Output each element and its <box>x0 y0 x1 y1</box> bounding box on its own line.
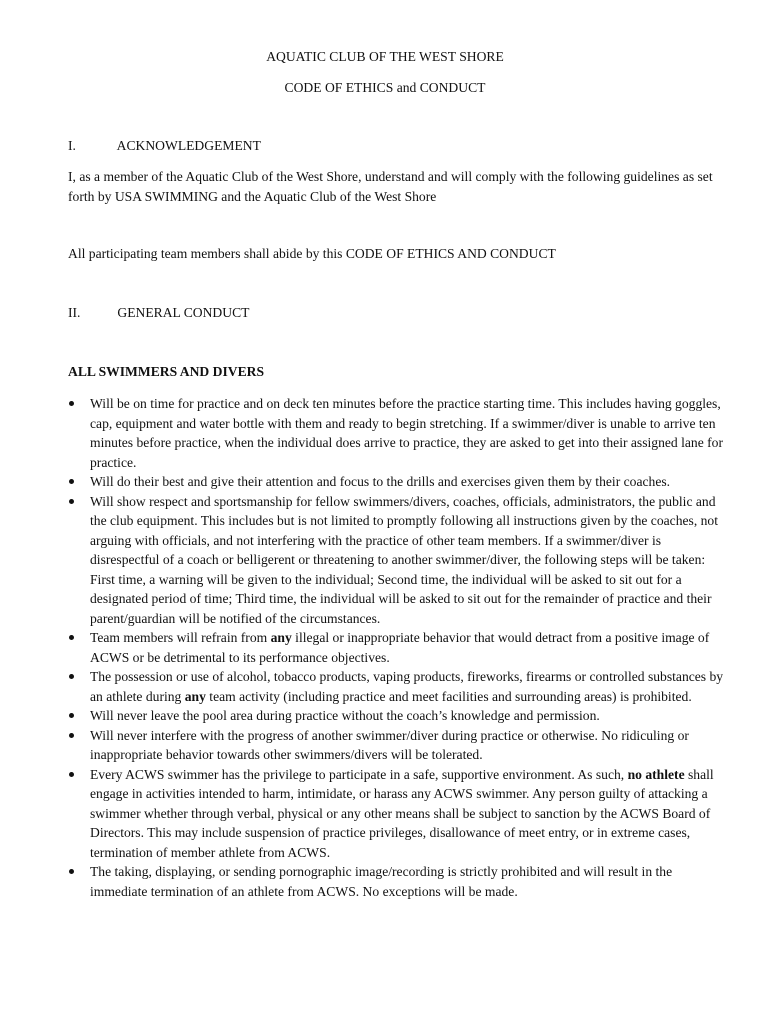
bullet-icon <box>69 635 74 640</box>
list-item <box>68 492 728 629</box>
emphasis-text: any <box>270 630 292 645</box>
subheading: ALL SWIMMERS AND DIVERS <box>68 364 265 379</box>
abide-paragraph: All participating team members shall abide by this CODE OF ETHICS AND CONDUCT <box>68 246 556 261</box>
bullet-icon <box>69 479 74 484</box>
list-item-text: Will be on time for practice and on deck ten minutes before the practice starting time. This includes having goggles, cap, equipment and water bottle with them and ready to begin stretching. If a swimmer/diver is unable to arrive ten minutes before practice, when the individual does arrive to practice, they are asked to get into their assigned lane for practice. <box>90 396 724 470</box>
bullet-icon <box>69 674 74 679</box>
list-item <box>68 394 728 472</box>
bullet-icon <box>69 772 74 777</box>
list-item <box>68 862 728 901</box>
list-item-text-start: Every ACWS swimmer has the privilege to participate in a safe, supportive environment. As such, <box>90 766 628 782</box>
emphasis-text: any <box>184 688 206 704</box>
list-item-text: Will do their best and give their attention and focus to the drills and exercises given them by their coaches. <box>90 474 671 489</box>
section-heading-general-conduct <box>68 303 249 323</box>
list-item-text-start: Team members will refrain from <box>90 630 271 645</box>
list-item-text: Will never interfere with the progress of another swimmer/diver during practice or otherwise. No ridiculing or inappropriate behavior towards other swimmers/divers will be tolerated. <box>90 727 689 762</box>
list-item-text-start: The possession or use of alcohol, tobacco products, vaping products, fireworks, firearms or controlled substances by an athlete during <box>90 669 724 704</box>
bullet-icon <box>69 713 74 718</box>
list-item <box>68 726 728 765</box>
list-item-text: Will show respect and sportsmanship for fellow swimmers/divers, coaches, officials, administrators, the public and the club equipment. This includes but is not limited to promptly following all instructions given by the coaches, not arguing with officials, and not interfering with the practice of other team members. If a swimmer/diver is disrespectful of a coach or belligerent or threatening to another swimmer/diver, the following steps will be taken: First time, a warning will be given to the individual; Second time, the individual will be asked to sit out for a designated period of time; Third time, the individual will be asked to sit out for the remainder of practice and their parent/guardian will be notified of the circumstances. <box>90 493 718 626</box>
list-item <box>68 472 728 492</box>
bullet-icon <box>69 733 74 738</box>
list-item <box>68 667 728 706</box>
document-subtitle: CODE OF ETHICS and CONDUCT <box>284 80 486 95</box>
list-item-text-end: team activity (including practice and meet facilities and surrounding areas) is prohibited. <box>205 688 692 704</box>
section-title: ACKNOWLEDGEMENT <box>116 138 261 153</box>
section-number: II. <box>68 305 81 320</box>
list-item <box>68 628 728 667</box>
acknowledgement-paragraph: I, as a member of the Aquatic Club of the West Shore, understand and will comply with the following guidelines as set forth by USA SWIMMING and the Aquatic Club of the West Shore <box>68 169 713 204</box>
list-item-text: Will never leave the pool area during practice without the coach’s knowledge and permission. <box>90 708 600 723</box>
section-heading-acknowledgement <box>68 136 261 156</box>
section-title: GENERAL CONDUCT <box>117 305 250 320</box>
list-item-text: The taking, displaying, or sending pornographic image/recording is strictly prohibited and will result in the immediate termination of an athlete from ACWS. No exceptions will be made. <box>90 864 673 899</box>
bullet-icon <box>69 499 74 504</box>
bullet-icon <box>69 869 74 874</box>
section-number: I. <box>68 138 76 153</box>
conduct-list <box>68 394 728 901</box>
list-item <box>68 765 728 863</box>
bullet-icon <box>69 401 74 406</box>
list-item <box>68 706 728 726</box>
list-item-text-end: illegal or inappropriate behavior that would detract from a positive image of ACWS or be detrimental to its performance objectives. <box>90 630 710 665</box>
document-title: AQUATIC CLUB OF THE WEST SHORE <box>266 49 504 64</box>
emphasis-text: no athlete <box>627 766 685 782</box>
list-item-text-end: shall engage in activities intended to harm, intimidate, or harass any ACWS swimmer. Any person guilty of attacking a swimmer whether through verbal, physical or any other means shall be subject to sanction by the ACWS Board of Directors. This may include suspension of practice privileges, disallowance of meet entry, or in extreme cases, termination of member athlete from ACWS. <box>90 766 714 860</box>
